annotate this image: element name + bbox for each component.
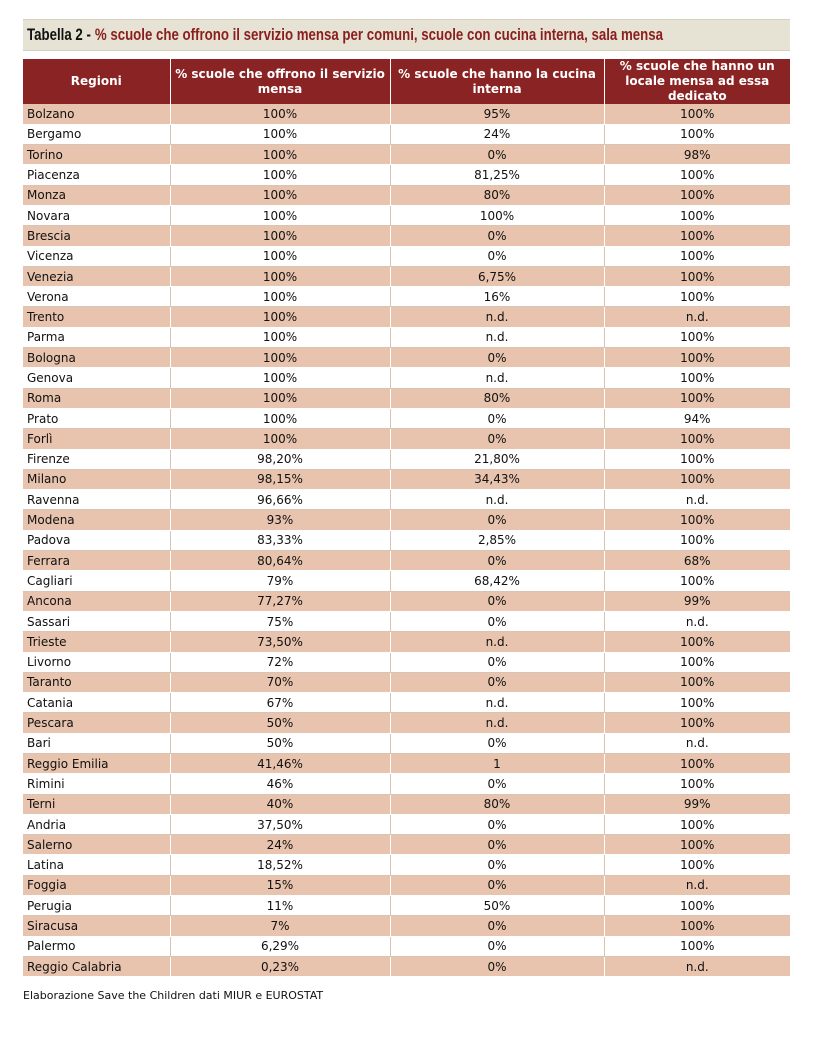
locale-mensa-cell: 100% — [604, 348, 790, 368]
table-row — [23, 611, 790, 631]
city-cell: Livorno — [23, 652, 170, 672]
locale-mensa-cell: 100% — [604, 449, 790, 469]
source-note: Elaborazione Save the Children dati MIUR e EUROSTAT — [23, 989, 324, 1002]
cucina-interna-cell: 0% — [390, 956, 604, 976]
servizio-mensa-cell: 11% — [170, 896, 390, 916]
cucina-interna-cell: 95% — [390, 104, 604, 124]
locale-mensa-cell: 100% — [604, 713, 790, 733]
table-row — [23, 429, 790, 449]
table-row — [23, 469, 790, 489]
city-cell: Firenze — [23, 449, 170, 469]
cucina-interna-cell: 100% — [390, 205, 604, 225]
locale-mensa-cell: 100% — [604, 754, 790, 774]
servizio-mensa-cell: 0,23% — [170, 956, 390, 976]
servizio-mensa-cell: 100% — [170, 287, 390, 307]
table-row — [23, 246, 790, 266]
cucina-interna-cell: 0% — [390, 672, 604, 692]
cucina-interna-cell: n.d. — [390, 632, 604, 652]
table-row — [23, 693, 790, 713]
servizio-mensa-cell: 100% — [170, 104, 390, 124]
cucina-interna-cell: 0% — [390, 246, 604, 266]
city-cell: Latina — [23, 855, 170, 875]
table-row — [23, 875, 790, 895]
city-cell: Rimini — [23, 774, 170, 794]
table-number-label: Tabella 2 - — [27, 25, 91, 44]
header-regioni: Regioni — [23, 59, 170, 104]
table-row — [23, 713, 790, 733]
table-body — [23, 104, 790, 977]
city-cell: Terni — [23, 794, 170, 814]
locale-mensa-cell: 100% — [604, 429, 790, 449]
table-row — [23, 287, 790, 307]
table-row — [23, 916, 790, 936]
locale-mensa-cell: 100% — [604, 327, 790, 347]
locale-mensa-cell: 100% — [604, 266, 790, 286]
table-row — [23, 327, 790, 347]
city-cell: Bolzano — [23, 104, 170, 124]
table-row — [23, 551, 790, 571]
city-cell: Foggia — [23, 875, 170, 895]
cucina-interna-cell: 0% — [390, 226, 604, 246]
city-cell: Reggio Calabria — [23, 956, 170, 976]
table-row — [23, 307, 790, 327]
city-cell: Brescia — [23, 226, 170, 246]
table-row — [23, 571, 790, 591]
locale-mensa-cell: 100% — [604, 693, 790, 713]
locale-mensa-cell: 100% — [604, 226, 790, 246]
locale-mensa-cell: 100% — [604, 388, 790, 408]
servizio-mensa-cell: 100% — [170, 266, 390, 286]
servizio-mensa-cell: 41,46% — [170, 754, 390, 774]
locale-mensa-cell: n.d. — [604, 956, 790, 976]
city-cell: Trieste — [23, 632, 170, 652]
locale-mensa-cell: 100% — [604, 246, 790, 266]
table-row — [23, 124, 790, 144]
city-cell: Sassari — [23, 611, 170, 631]
city-cell: Bologna — [23, 348, 170, 368]
locale-mensa-cell: 100% — [604, 896, 790, 916]
city-cell: Trento — [23, 307, 170, 327]
table-title-text: % scuole che offrono il servizio mensa per comuni, scuole con cucina interna, sala mensa — [94, 25, 664, 44]
servizio-mensa-cell: 7% — [170, 916, 390, 936]
table-row — [23, 774, 790, 794]
servizio-mensa-cell: 100% — [170, 368, 390, 388]
cucina-interna-cell: 6,75% — [390, 266, 604, 286]
servizio-mensa-cell: 100% — [170, 205, 390, 225]
city-cell: Novara — [23, 205, 170, 225]
servizio-mensa-cell: 100% — [170, 408, 390, 428]
cucina-interna-cell: 80% — [390, 794, 604, 814]
servizio-mensa-cell: 75% — [170, 611, 390, 631]
cucina-interna-cell: 21,80% — [390, 449, 604, 469]
table-row — [23, 205, 790, 225]
city-cell: Piacenza — [23, 165, 170, 185]
locale-mensa-cell: 100% — [604, 469, 790, 489]
cucina-interna-cell: 0% — [390, 916, 604, 936]
cucina-interna-cell: 68,42% — [390, 571, 604, 591]
servizio-mensa-cell: 100% — [170, 327, 390, 347]
servizio-mensa-cell: 100% — [170, 429, 390, 449]
table-header — [23, 59, 790, 104]
table-row — [23, 896, 790, 916]
locale-mensa-cell: 100% — [604, 855, 790, 875]
servizio-mensa-cell: 18,52% — [170, 855, 390, 875]
locale-mensa-cell: 100% — [604, 530, 790, 550]
cucina-interna-cell: 2,85% — [390, 530, 604, 550]
cucina-interna-cell: 0% — [390, 348, 604, 368]
table-row — [23, 835, 790, 855]
city-cell: Cagliari — [23, 571, 170, 591]
city-cell: Palermo — [23, 936, 170, 956]
table-row — [23, 632, 790, 652]
servizio-mensa-cell: 100% — [170, 388, 390, 408]
data-table — [23, 59, 790, 977]
cucina-interna-cell: 50% — [390, 896, 604, 916]
city-cell: Roma — [23, 388, 170, 408]
cucina-interna-cell: 0% — [390, 875, 604, 895]
city-cell: Vicenza — [23, 246, 170, 266]
table-row — [23, 408, 790, 428]
city-cell: Genova — [23, 368, 170, 388]
header-cucina-interna: % scuole che hanno la cucina interna — [390, 59, 604, 104]
table-row — [23, 388, 790, 408]
table-row — [23, 266, 790, 286]
cucina-interna-cell: 0% — [390, 855, 604, 875]
locale-mensa-cell: 94% — [604, 408, 790, 428]
city-cell: Milano — [23, 469, 170, 489]
locale-mensa-cell: 68% — [604, 551, 790, 571]
cucina-interna-cell: 1 — [390, 754, 604, 774]
table-row — [23, 449, 790, 469]
city-cell: Bari — [23, 733, 170, 753]
table-title-bar — [23, 19, 790, 51]
locale-mensa-cell: 100% — [604, 672, 790, 692]
cucina-interna-cell: 0% — [390, 145, 604, 165]
city-cell: Bergamo — [23, 124, 170, 144]
servizio-mensa-cell: 77,27% — [170, 591, 390, 611]
city-cell: Forlì — [23, 429, 170, 449]
cucina-interna-cell: 0% — [390, 814, 604, 834]
city-cell: Perugia — [23, 896, 170, 916]
cucina-interna-cell: 24% — [390, 124, 604, 144]
cucina-interna-cell: n.d. — [390, 693, 604, 713]
cucina-interna-cell: 34,43% — [390, 469, 604, 489]
servizio-mensa-cell: 46% — [170, 774, 390, 794]
servizio-mensa-cell: 50% — [170, 733, 390, 753]
locale-mensa-cell: 100% — [604, 165, 790, 185]
servizio-mensa-cell: 15% — [170, 875, 390, 895]
table-row — [23, 814, 790, 834]
servizio-mensa-cell: 100% — [170, 124, 390, 144]
locale-mensa-cell: 99% — [604, 591, 790, 611]
table-row — [23, 510, 790, 530]
locale-mensa-cell: 100% — [604, 774, 790, 794]
locale-mensa-cell: 100% — [604, 835, 790, 855]
city-cell: Padova — [23, 530, 170, 550]
locale-mensa-cell: n.d. — [604, 733, 790, 753]
servizio-mensa-cell: 83,33% — [170, 530, 390, 550]
cucina-interna-cell: 0% — [390, 835, 604, 855]
servizio-mensa-cell: 6,29% — [170, 936, 390, 956]
city-cell: Venezia — [23, 266, 170, 286]
locale-mensa-cell: 99% — [604, 794, 790, 814]
locale-mensa-cell: 100% — [604, 571, 790, 591]
cucina-interna-cell: 80% — [390, 388, 604, 408]
locale-mensa-cell: 98% — [604, 145, 790, 165]
cucina-interna-cell: 0% — [390, 733, 604, 753]
cucina-interna-cell: 0% — [390, 936, 604, 956]
city-cell: Reggio Emilia — [23, 754, 170, 774]
servizio-mensa-cell: 50% — [170, 713, 390, 733]
table-row — [23, 956, 790, 976]
servizio-mensa-cell: 98,20% — [170, 449, 390, 469]
table-row — [23, 226, 790, 246]
servizio-mensa-cell: 37,50% — [170, 814, 390, 834]
cucina-interna-cell: 16% — [390, 287, 604, 307]
cucina-interna-cell: 80% — [390, 185, 604, 205]
servizio-mensa-cell: 100% — [170, 165, 390, 185]
table-row — [23, 936, 790, 956]
cucina-interna-cell: n.d. — [390, 368, 604, 388]
servizio-mensa-cell: 93% — [170, 510, 390, 530]
cucina-interna-cell: 0% — [390, 551, 604, 571]
locale-mensa-cell: 100% — [604, 936, 790, 956]
cucina-interna-cell: 0% — [390, 652, 604, 672]
city-cell: Pescara — [23, 713, 170, 733]
city-cell: Torino — [23, 145, 170, 165]
servizio-mensa-cell: 72% — [170, 652, 390, 672]
city-cell: Ancona — [23, 591, 170, 611]
locale-mensa-cell: 100% — [604, 632, 790, 652]
table-row — [23, 733, 790, 753]
table-row — [23, 530, 790, 550]
table-row — [23, 165, 790, 185]
servizio-mensa-cell: 100% — [170, 185, 390, 205]
table-row — [23, 490, 790, 510]
cucina-interna-cell: 0% — [390, 591, 604, 611]
servizio-mensa-cell: 100% — [170, 226, 390, 246]
servizio-mensa-cell: 40% — [170, 794, 390, 814]
city-cell: Ferrara — [23, 551, 170, 571]
header-locale-mensa: % scuole che hanno un locale mensa ad essa dedicato — [604, 59, 790, 104]
cucina-interna-cell: n.d. — [390, 713, 604, 733]
table-row — [23, 754, 790, 774]
locale-mensa-cell: n.d. — [604, 490, 790, 510]
city-cell: Monza — [23, 185, 170, 205]
servizio-mensa-cell: 73,50% — [170, 632, 390, 652]
servizio-mensa-cell: 100% — [170, 145, 390, 165]
locale-mensa-cell: 100% — [604, 287, 790, 307]
table-row — [23, 855, 790, 875]
header-servizio-mensa: % scuole che offrono il servizio mensa — [170, 59, 390, 104]
table-row — [23, 591, 790, 611]
table-row — [23, 348, 790, 368]
city-cell: Modena — [23, 510, 170, 530]
cucina-interna-cell: 0% — [390, 429, 604, 449]
servizio-mensa-cell: 24% — [170, 835, 390, 855]
locale-mensa-cell: 100% — [604, 916, 790, 936]
locale-mensa-cell: n.d. — [604, 307, 790, 327]
servizio-mensa-cell: 80,64% — [170, 551, 390, 571]
table-row — [23, 185, 790, 205]
locale-mensa-cell: 100% — [604, 368, 790, 388]
cucina-interna-cell: 81,25% — [390, 165, 604, 185]
servizio-mensa-cell: 98,15% — [170, 469, 390, 489]
table-row — [23, 104, 790, 124]
locale-mensa-cell: 100% — [604, 185, 790, 205]
cucina-interna-cell: 0% — [390, 510, 604, 530]
city-cell: Parma — [23, 327, 170, 347]
city-cell: Ravenna — [23, 490, 170, 510]
table-row — [23, 672, 790, 692]
locale-mensa-cell: 100% — [604, 652, 790, 672]
locale-mensa-cell: 100% — [604, 104, 790, 124]
city-cell: Taranto — [23, 672, 170, 692]
locale-mensa-cell: 100% — [604, 510, 790, 530]
table-row — [23, 368, 790, 388]
locale-mensa-cell: 100% — [604, 814, 790, 834]
servizio-mensa-cell: 70% — [170, 672, 390, 692]
cucina-interna-cell: n.d. — [390, 307, 604, 327]
header-row — [23, 59, 790, 104]
servizio-mensa-cell: 100% — [170, 348, 390, 368]
city-cell: Salerno — [23, 835, 170, 855]
locale-mensa-cell: n.d. — [604, 611, 790, 631]
table-title — [27, 25, 663, 45]
locale-mensa-cell: 100% — [604, 205, 790, 225]
table-row — [23, 652, 790, 672]
servizio-mensa-cell: 67% — [170, 693, 390, 713]
city-cell: Verona — [23, 287, 170, 307]
cucina-interna-cell: 0% — [390, 774, 604, 794]
table-row — [23, 794, 790, 814]
city-cell: Catania — [23, 693, 170, 713]
servizio-mensa-cell: 100% — [170, 246, 390, 266]
servizio-mensa-cell: 79% — [170, 571, 390, 591]
servizio-mensa-cell: 100% — [170, 307, 390, 327]
servizio-mensa-cell: 96,66% — [170, 490, 390, 510]
cucina-interna-cell: n.d. — [390, 327, 604, 347]
cucina-interna-cell: 0% — [390, 408, 604, 428]
locale-mensa-cell: n.d. — [604, 875, 790, 895]
city-cell: Siracusa — [23, 916, 170, 936]
table-row — [23, 145, 790, 165]
city-cell: Andria — [23, 814, 170, 834]
locale-mensa-cell: 100% — [604, 124, 790, 144]
city-cell: Prato — [23, 408, 170, 428]
cucina-interna-cell: n.d. — [390, 490, 604, 510]
cucina-interna-cell: 0% — [390, 611, 604, 631]
